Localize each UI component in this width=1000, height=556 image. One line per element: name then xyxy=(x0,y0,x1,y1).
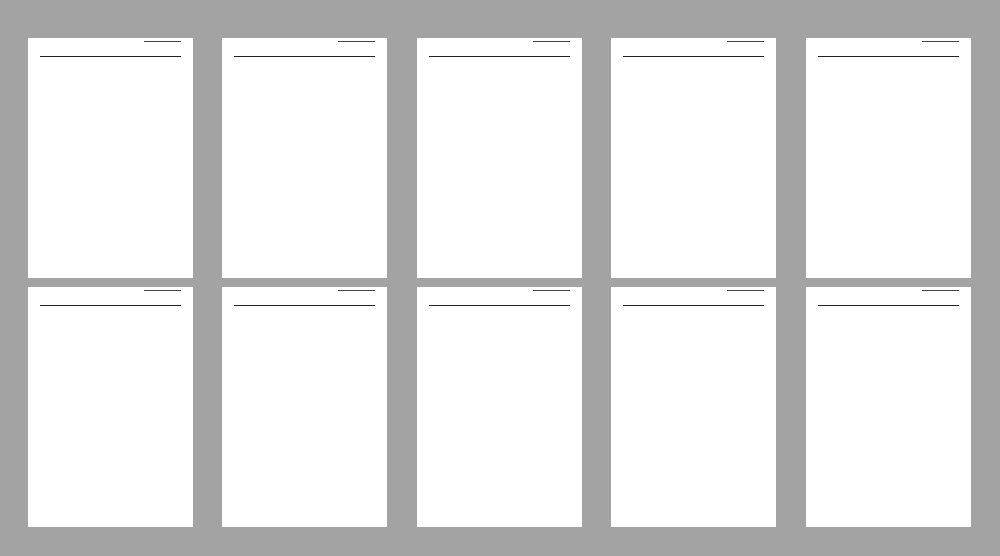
stock-watermark xyxy=(8,200,34,520)
monthly-planner-page xyxy=(417,38,582,278)
monthly-planner-page-2 xyxy=(417,287,582,527)
weekly-planner-page-2 xyxy=(222,287,387,527)
notes-page xyxy=(28,38,193,278)
goals-planner-page xyxy=(611,287,776,527)
daily-planner-page-2 xyxy=(806,38,971,278)
weekly-planner-page xyxy=(222,38,387,278)
todo-list-page xyxy=(28,287,193,527)
yearly-planner-page xyxy=(806,287,971,527)
daily-planner-page xyxy=(611,38,776,278)
